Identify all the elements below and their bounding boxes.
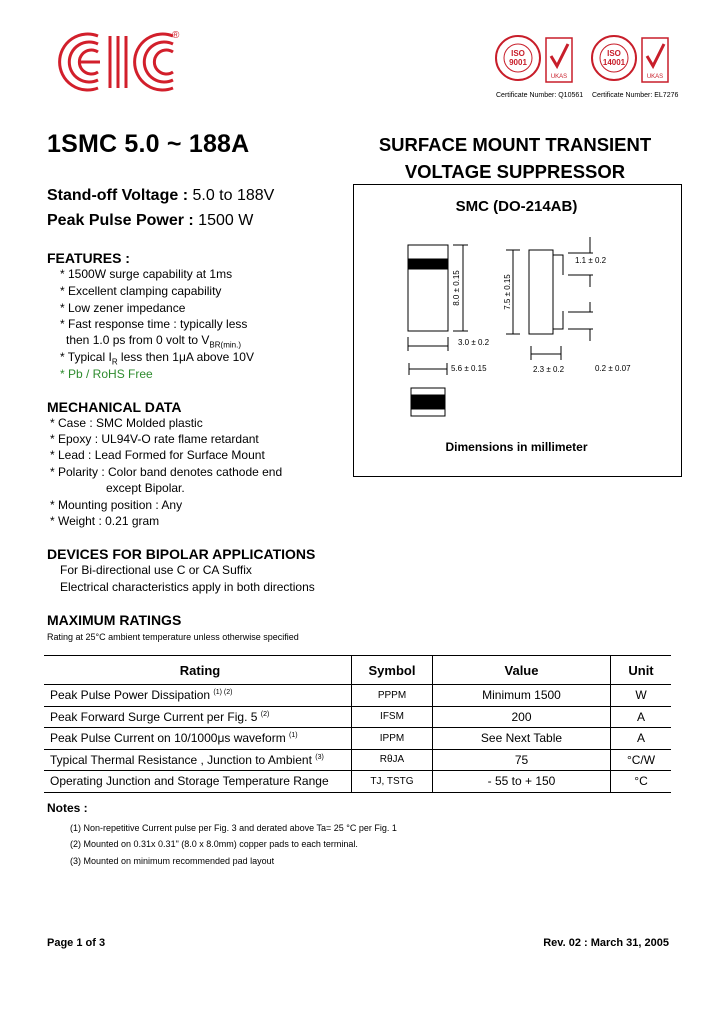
cert-caption-2: Certificate Number: EL7276 xyxy=(592,92,679,99)
iso9001-badge xyxy=(494,26,580,96)
power-value: 1500 W xyxy=(193,212,254,229)
dim-label: 1.1 ± 0.2 xyxy=(575,256,607,265)
registered-mark: ® xyxy=(172,30,180,41)
ratings-heading: MAXIMUM RATINGS xyxy=(47,612,182,628)
mechanical-heading: MECHANICAL DATA xyxy=(47,399,182,415)
bipolar-line: For Bi-directional use C or CA Suffix xyxy=(60,563,252,577)
column-header: Unit xyxy=(611,656,672,685)
table-header-row xyxy=(44,656,671,685)
eic-logo xyxy=(58,28,188,96)
peak-pulse-power xyxy=(47,212,253,230)
feature-item: * Low zener impedance xyxy=(60,301,186,315)
page-number: Page 1 of 3 xyxy=(47,937,106,949)
iso9001-badge-text: UKAS xyxy=(550,74,568,80)
table-row: Peak Forward Surge Current per Fig. 5 $^{(2)}$ IFSM 200 A xyxy=(44,706,671,728)
feature-item: then 1.0 ps from 0 volt to $V_{BR(min.)}$ xyxy=(66,333,241,350)
package-title: SMC (DO-214AB) xyxy=(455,198,578,215)
ratings-table xyxy=(44,655,671,793)
dim-label: 8.0 ± 0.15 xyxy=(452,270,461,306)
mechanical-item: except Bipolar. xyxy=(106,481,185,495)
package-drawing xyxy=(353,225,680,430)
feature-item: * Typical $I_R$ less then 1μA above 10V xyxy=(60,350,254,367)
standoff-value: 5.0 to 188V xyxy=(188,187,275,204)
dim-label: 2.3 ± 0.2 xyxy=(533,365,565,374)
note-item: (2) Mounted on 0.31x 0.31" (8.0 x 8.0mm) copper pads to each terminal. xyxy=(70,839,358,849)
revision: Rev. 02 : March 31, 2005 xyxy=(543,937,669,949)
iso9001-text-1: ISO xyxy=(511,49,525,58)
feature-item: * 1500W surge capability at 1ms xyxy=(60,267,233,281)
note-item: (1) Non-repetitive Current pulse per Fig. 3 and derated above Ta= 25 °C per Fig. 1 xyxy=(70,823,397,833)
column-header: Symbol xyxy=(352,656,433,685)
document-title xyxy=(355,131,675,185)
feature-item-rohs: * Pb / RoHS Free xyxy=(60,367,153,381)
table-row: Operating Junction and Storage Temperature Range TJ, TSTG - 55 to + 150 °C xyxy=(44,771,671,793)
bipolar-heading: DEVICES FOR BIPOLAR APPLICATIONS xyxy=(47,546,316,562)
iso14001-badge xyxy=(590,26,676,96)
iso9001-text-2: 9001 xyxy=(509,58,527,67)
bipolar-line: Electrical characteristics apply in both directions xyxy=(60,580,315,594)
column-header: Rating xyxy=(44,656,352,685)
notes-heading: Notes : xyxy=(47,801,88,815)
title-line-2: VOLTAGE SUPPRESSOR xyxy=(404,161,626,182)
mechanical-item: * Case : SMC Molded plastic xyxy=(50,416,203,430)
iso14001-text-1: ISO xyxy=(607,49,621,58)
part-number: 1SMC 5.0 ~ 188A xyxy=(47,130,250,158)
iso14001-text-2: 14001 xyxy=(602,58,626,67)
mechanical-item: * Mounting position : Any xyxy=(50,498,183,512)
title-line-1: SURFACE MOUNT TRANSIENT xyxy=(378,134,652,155)
table-row: Peak Pulse Power Dissipation $^{(1) (2)}$ PPPM Minimum 1500 W xyxy=(44,685,671,707)
feature-item: * Excellent clamping capability xyxy=(60,284,222,298)
dim-label: 0.2 ± 0.07 xyxy=(595,364,631,373)
column-header: Value xyxy=(433,656,611,685)
mechanical-item: * Epoxy : UL94V-O rate flame retardant xyxy=(50,432,259,446)
cert-caption-1: Certificate Number: Q10561 xyxy=(496,92,584,99)
features-heading: FEATURES : xyxy=(47,250,130,266)
diagram-caption: Dimensions in millimeter xyxy=(445,440,588,454)
dim-label: 3.0 ± 0.2 xyxy=(458,338,490,347)
mechanical-item: * Polarity : Color band denotes cathode end xyxy=(50,465,283,479)
standoff-label: Stand-off Voltage : xyxy=(47,187,189,204)
mechanical-item: * Weight : 0.21 gram xyxy=(50,514,160,528)
iso14001-badge-text: UKAS xyxy=(646,74,664,80)
table-row: Typical Thermal Resistance , Junction to Ambient $^{(3)}$ RθJA 75 °C/W xyxy=(44,749,671,771)
feature-item: * Fast response time : typically less xyxy=(60,317,248,331)
dim-label: 7.5 ± 0.15 xyxy=(503,274,512,310)
ratings-subheading: Rating at 25°C ambient temperature unless otherwise specified xyxy=(47,632,299,642)
dim-label: 5.6 ± 0.15 xyxy=(451,364,487,373)
power-label: Peak Pulse Power : xyxy=(47,212,194,229)
standoff-voltage xyxy=(47,187,274,205)
table-row: Peak Pulse Current on 10/1000μs waveform $^{(1)}$ IPPM See Next Table A xyxy=(44,728,671,750)
mechanical-item: * Lead : Lead Formed for Surface Mount xyxy=(50,448,265,462)
note-item: (3) Mounted on minimum recommended pad layout xyxy=(70,856,275,866)
